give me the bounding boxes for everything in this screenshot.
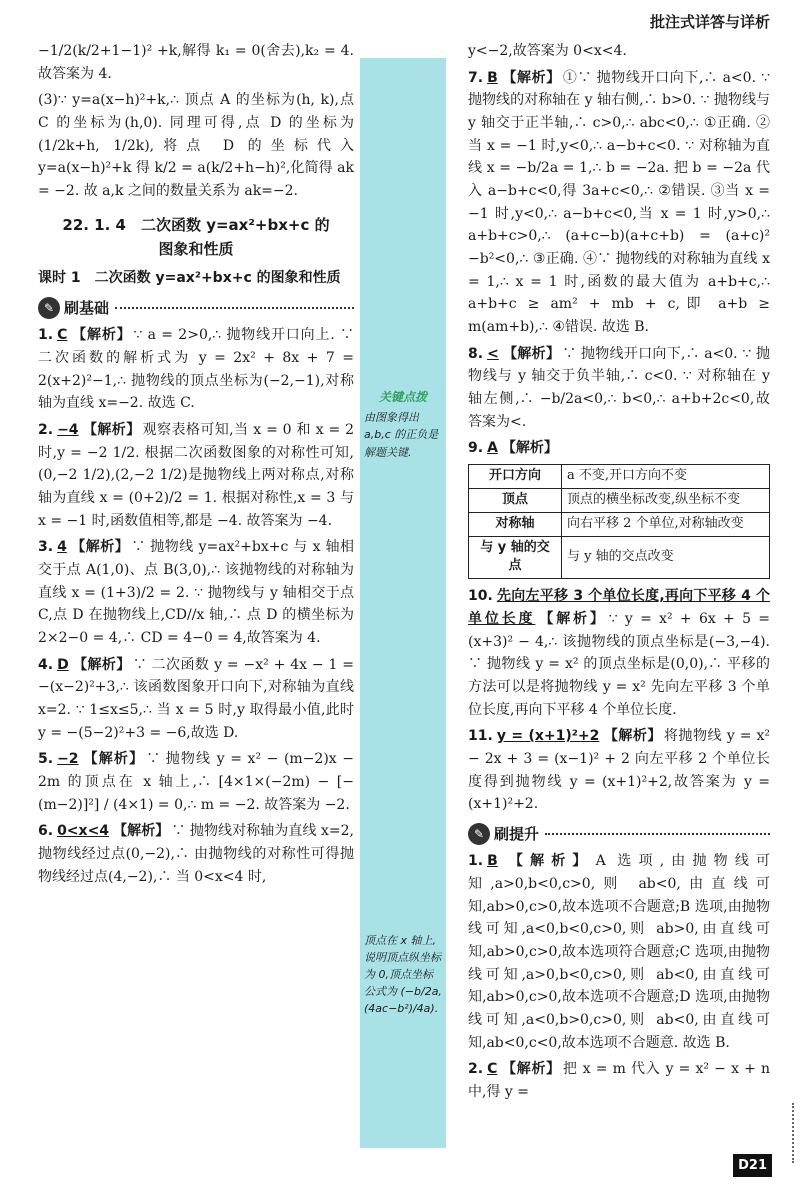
right-column xyxy=(468,40,770,1108)
note-text: 由图象得出 a,b,c 的正负是解题关键. xyxy=(364,411,439,459)
row-header: 与 y 轴的交点 xyxy=(469,536,562,579)
row-value: 向右平移 2 个单位,对称轴改变 xyxy=(562,512,770,536)
page-header: 批注式详答与详析 xyxy=(649,13,770,31)
row-value: 顶点的横坐标改变,纵坐标不变 xyxy=(562,488,770,512)
question-6: 6. 0<x<4 【解析】 ∵ 抛物线对称轴为直线 x=2,抛物线经过点(0,−2),∴ 由抛物线的对称性可得抛物线经过点(4,−2),∴ 当 0<x<4 时, xyxy=(38,823,355,885)
paragraph: −1/2(k/2+1−1)² +k,解得 k₁ = 0(舍去),k₂ = 4. 故答案为 4. xyxy=(38,43,354,82)
question-7: 7. B 【解析】 ①∵ 抛物线开口向下,∴ a<0. ∵ 抛物线的对称轴在 y 轴右侧,∴ b>0. ∵ 抛物线与 y 轴交于正半轴,∴ c>0,∴ abc<0,∴ ①正确. ②当 x = −1 时,y<0,∴ a−b+c<0. ∵ 对称轴为直线 x = −b/2a = 1,∴ b = −2a. 把 b = −2a 代入 a−b+c<0,得 3a+c<0,∴ ②错误. ③当 x = −1 时,y<0,∴ a−b+c<0,当 x = 1 时,y>0,∴ a+b+c>0,∴ (a+c−b)(a+c+b) = (a+c)² −b²<0,∴ ③正确. ④∵ 抛物线的对称轴为直线 x = 1,∴ x = 1 时,函数的最大值为 a+b+c,∴ a+b+c ≥ am² + mb + c,即 a+b ≥ m(am+b),∴ ④错误. 故选 B. xyxy=(468,69,770,336)
table-row xyxy=(469,536,770,579)
pencil-icon: ✎ xyxy=(468,823,490,845)
row-value: a 不变,开口方向不变 xyxy=(562,465,770,489)
row-header: 对称轴 xyxy=(469,512,562,536)
annotation-strip xyxy=(360,58,446,1148)
question-4: 4. D 【解析】 ∵ 二次函数 y = −x² + 4x − 1 = −(x−2)²+3,∴ 该函数图象开口向下,对称轴为直线 x=2. ∵ 1≤x≤5,∴ 当 x = 5 时,y 取得最小值,此时 y = −(5−2)²+3 = −6,故选 D. xyxy=(38,656,354,741)
table-row xyxy=(469,465,770,489)
vertex-note xyxy=(360,932,446,1017)
left-column xyxy=(38,40,354,892)
table-row xyxy=(469,512,770,536)
question-5: 5. −2 【解析】 ∵ 抛物线 y = x² − (m−2)x − 2m 的顶点在 x 轴上,∴ [4×1×(−2m) − [−(m−2)]²] / (4×1) = 0,∴ m = −2. 故答案为 −2. xyxy=(38,751,354,813)
property-table xyxy=(468,464,770,579)
advanced-question-2: 2. C 【解析】 把 x = m 代入 y = x² − x + n 中,得 y = xyxy=(468,1061,771,1101)
paragraph: (3)∵ y=a(x−h)²+k,∴ 顶点 A 的坐标为(h, k),点 C 的坐标为(h,0). 同理可得,点 D 的坐标为(1/2k+h, 1/2k),将点 D 的坐标代入 y=a(x−h)²+k 得 k/2 = a(k/2+h−h)²,化简得 ak = −2. 故 a,k 之间的数量关系为 ak=−2. xyxy=(38,92,354,200)
note-title: 关键点拨 xyxy=(378,390,427,404)
dotted-rule xyxy=(115,307,354,309)
question-9: 9. A 【解析】 xyxy=(468,440,558,457)
table-row xyxy=(469,488,770,512)
question-8: 8. < 【解析】 ∵ 抛物线开口向下,∴ a<0. ∵ 抛物线与 y 轴交于负半轴,∴ c<0. ∵ 对称轴在 y 轴左侧,∴ −b/2a<0,∴ b<0,∴ a+b+2c<0,故答案为<. xyxy=(468,345,771,430)
row-header: 开口方向 xyxy=(469,465,562,489)
row-value: 与 y 轴的交点改变 xyxy=(562,536,770,579)
section-title: 22. 1. 4 二次函数 y=ax²+bx+c 的 图象和性质 xyxy=(62,215,330,258)
band-advanced: ✎ 刷提升 xyxy=(468,822,770,846)
paragraph: y<−2,故答案为 0<x<4. xyxy=(468,43,627,59)
pencil-icon: ✎ xyxy=(38,297,60,319)
note-text: 顶点在 x 轴上,说明顶点纵坐标为 0,顶点坐标公式为 (−b/2a, (4ac−b²)/4a). xyxy=(364,934,442,1016)
question-1: 1. C 【解析】 ∵ a = 2>0,∴ 抛物线开口向上. ∵ 二次函数的解析式为 y = 2x² + 8x + 7 = 2(x+2)²−1,∴ 抛物线的顶点坐标为(−2,−1),对称轴为直线 x=−2. 故选 C. xyxy=(38,327,354,412)
question-3: 3. 4 【解析】 ∵ 抛物线 y=ax²+bx+c 与 x 轴相交于点 A(1,0)、点 B(3,0),∴ 该抛物线的对称轴为直线 x = (1+3)/2 = 2. ∵ 抛物线与 y 轴相交于点 C,点 D 在抛物线上,CD//x 轴,∴ 点 D 的横坐标为 2×2−0 = 4,∴ CD = 4−0 = 4,故答案为 4. xyxy=(38,539,354,646)
lesson-title: 课时 1 二次函数 y=ax²+bx+c 的图象和性质 xyxy=(38,270,341,287)
band-basic: ✎ 刷基础 xyxy=(38,296,354,320)
question-10: 10. 先向左平移 3 个单位长度,再向下平移 4 个单位长度 【解析】 ∵ y = x² + 6x + 5 = (x+3)² − 4,∴ 该抛物线的顶点坐标是(−3,−4). ∵ 抛物线 y = x² 的顶点坐标是(0,0),∴ 平移的方法可以是将抛物线 y = x² 先向左平移 3 个单位长度,再向下平移 4 个单位长度. xyxy=(468,588,770,718)
advanced-question-1: 1. B 【解析】 A 选项,由抛物线可知,a>0,b<0,c>0,则 ab<0,由直线可知,ab>0,c>0,故本选项不合题意;B 选项,由抛物线可知,a<0,b<0,c>0,则 ab>0,由直线可知,ab>0,c>0,故本选项符合题意;C 选项,由抛物线可知,a>0,b<0,c>0,则 ab<0,由直线可知,ab>0,c>0,故本选项不合题意;D 选项,由抛物线可知,a<0,b>0,c>0,则 ab<0,由直线可知,ab<0,c<0,故本选项不合题意. 故选 B. xyxy=(468,853,771,1051)
key-tip-note xyxy=(360,388,446,461)
corner-dots xyxy=(782,1103,794,1163)
question-2: 2. −4 【解析】 观察表格可知,当 x = 0 和 x = 2 时,y = −2 1/2. 根据二次函数图象的对称性可知,(0,−2 1/2),(2,−2 1/2)是抛物线上两对称点,对称轴为直线 x = (0+2)/2 = 1. 根据对称性,x = 3 与 x = −1 时,函数值相等,都是 −4. 故答案为 −4. xyxy=(38,421,354,529)
row-header: 顶点 xyxy=(469,488,562,512)
question-11: 11. y = (x+1)²+2 【解析】 将抛物线 y = x² − 2x + 3 = (x−1)² + 2 向左平移 2 个单位长度得到抛物线 y = (x+1)²+2,故答案为 y = (x+1)²+2. xyxy=(468,728,771,813)
page-number: D21 xyxy=(733,1154,772,1177)
dotted-rule xyxy=(545,833,770,835)
